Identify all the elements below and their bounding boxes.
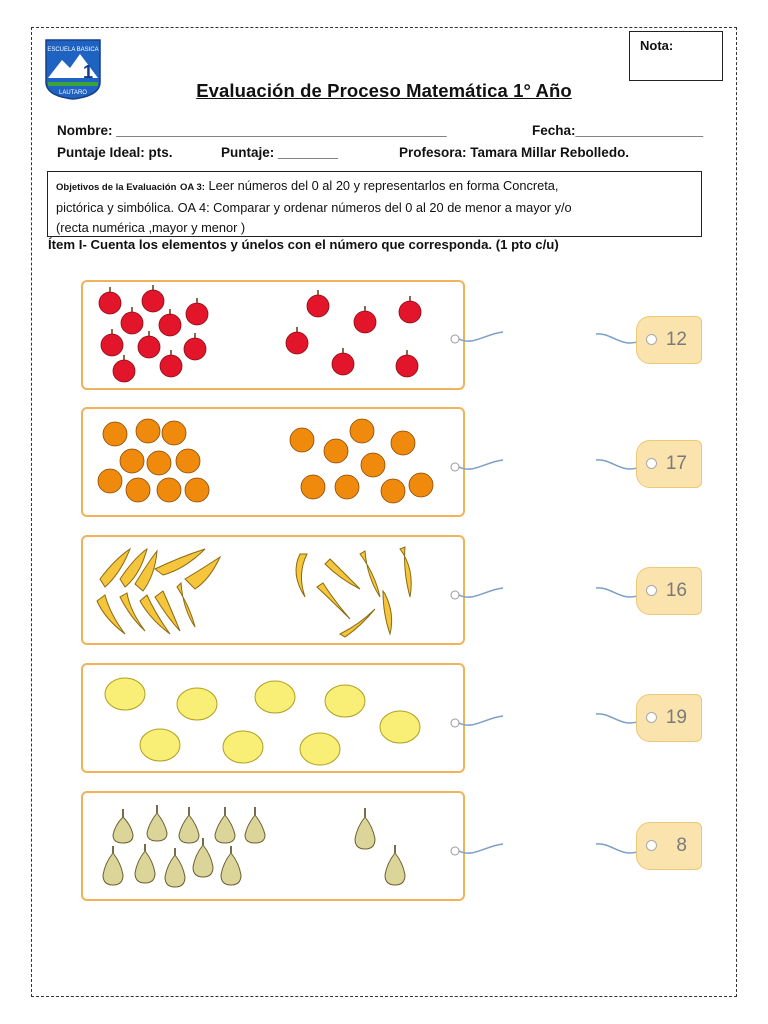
objectives-line-3: (recta numérica ,mayor y menor ) [56,220,246,235]
teacher-name: Profesora: Tamara Millar Rebolledo. [399,145,630,160]
score-field[interactable]: Puntaje: ________ [221,145,339,160]
grade-label: Nota: [640,38,674,53]
number-tag-5[interactable] [636,822,702,870]
item-instruction: Ítem I- Cuenta los elementos y únelos con el número que corresponda. (1 pto c/u) [48,237,559,252]
logo-top-text: ESCUELA BASICA [47,47,99,53]
apples-illustration [85,284,461,386]
pears-illustration [85,795,461,897]
objectives-line-1: Leer números del 0 al 20 y representarlos en forma Concreta, [208,178,559,193]
lemons-illustration [85,667,461,769]
number-tag-4[interactable] [636,694,702,742]
tag-number-1: 12 [665,329,687,350]
logo-bottom-text: LAUTARO [59,90,87,96]
date-field[interactable]: Fecha:_________________ [532,123,704,138]
oranges-illustration [85,411,461,513]
bananas-illustration [85,539,461,641]
page-title: Evaluación de Proceso Matemática 1° Año [196,80,572,101]
objectives-label: Objetivos de la Evaluación [56,182,177,193]
tag-number-2: 17 [665,453,687,474]
name-field[interactable]: Nombre: ____________________________________________ [57,123,447,138]
tag-number-5: 8 [676,835,687,856]
number-tag-1[interactable] [636,316,702,364]
tag-number-3: 16 [665,580,687,601]
logo-number: 1 [82,62,94,82]
tag-number-4: 19 [665,707,687,728]
oa3-label: OA 3: [179,182,205,193]
grade-box[interactable] [629,31,723,81]
objectives-box [47,171,702,237]
number-tag-2[interactable] [636,440,702,488]
objectives-line-2: pictórica y simbólica. OA 4: Comparar y ordenar números del 0 al 20 de menor a mayor y/o [56,200,572,215]
number-tag-3[interactable] [636,567,702,615]
ideal-score: Puntaje Ideal: pts. [57,145,173,160]
